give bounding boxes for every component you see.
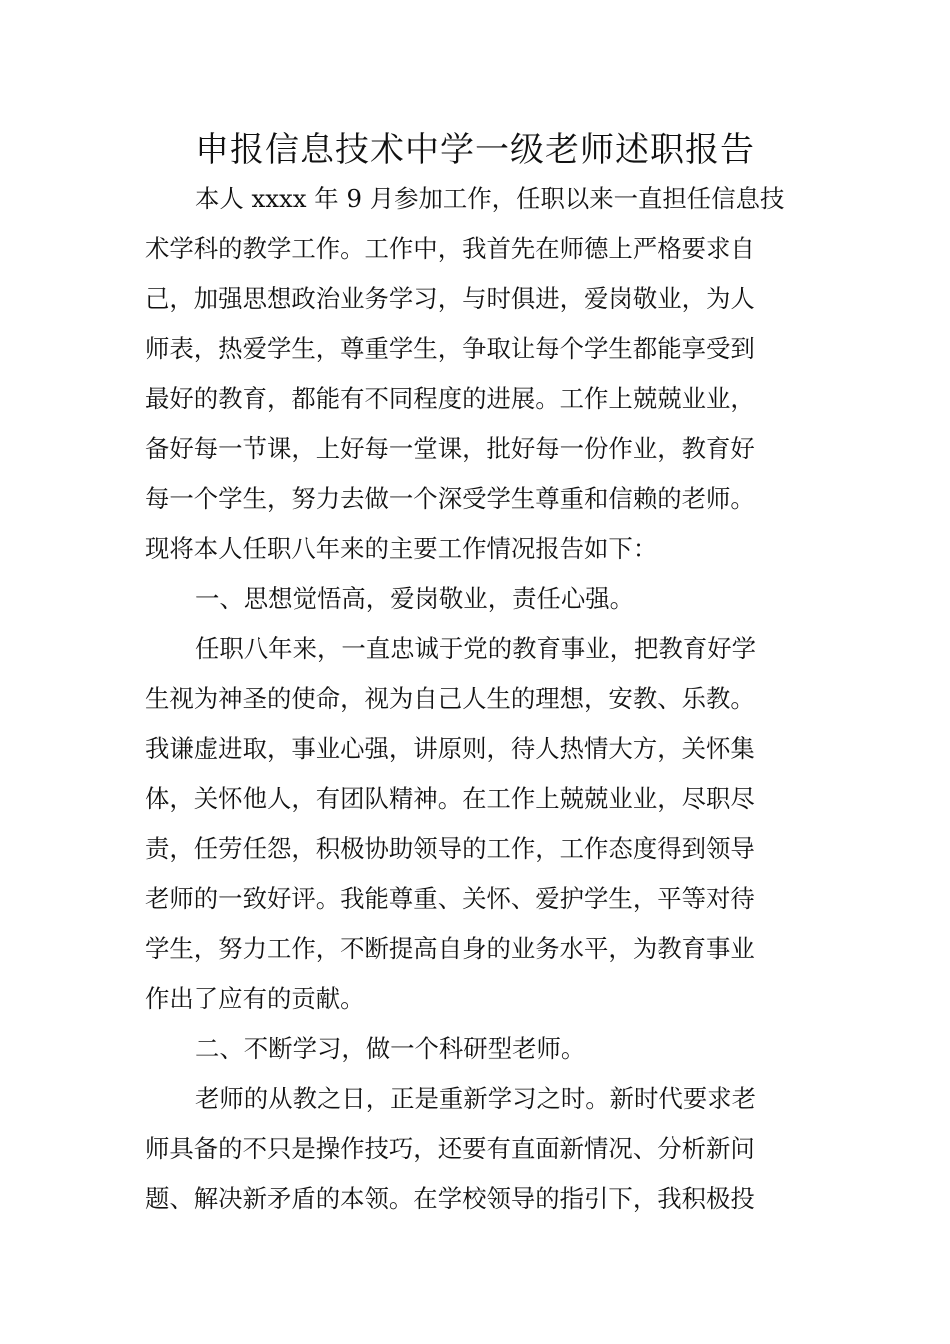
document-title: 申报信息技术中学一级老师述职报告 <box>195 130 755 170</box>
body-line: 备好每一节课，上好每一堂课，批好每一份作业，教育好 <box>145 434 755 463</box>
section-heading: 一、思想觉悟高，爱岗敬业，责任心强。 <box>195 584 635 613</box>
body-line: 本人 xxxx 年 9 月参加工作，任职以来一直担任信息技 <box>195 184 785 213</box>
body-line: 老师的一致好评。我能尊重、关怀、爱护学生，平等对待 <box>145 884 755 913</box>
section-heading: 二、不断学习，做一个科研型老师。 <box>195 1034 586 1063</box>
body-line: 学生，努力工作，不断提高自身的业务水平，为教育事业 <box>145 934 755 963</box>
body-line: 最好的教育，都能有不同程度的进展。工作上兢兢业业， <box>145 384 755 413</box>
body-line: 现将本人任职八年来的主要工作情况报告如下： <box>145 534 658 563</box>
body-line: 师表，热爱学生，尊重学生，争取让每个学生都能享受到 <box>145 334 755 363</box>
body-line: 题、解决新矛盾的本领。在学校领导的指引下，我积极投 <box>145 1184 755 1213</box>
body-line: 老师的从教之日，正是重新学习之时。新时代要求老 <box>195 1084 756 1113</box>
body-line: 我谦虚进取，事业心强，讲原则，待人热情大方，关怀集 <box>145 734 755 763</box>
body-line: 作出了应有的贡献。 <box>145 984 365 1013</box>
body-line: 任职八年来，一直忠诚于党的教育事业，把教育好学 <box>195 634 756 663</box>
body-line: 每一个学生，努力去做一个深受学生尊重和信赖的老师。 <box>145 484 755 513</box>
body-line: 责，任劳任怨，积极协助领导的工作，工作态度得到领导 <box>145 834 755 863</box>
body-line: 师具备的不只是操作技巧，还要有直面新情况、分析新问 <box>145 1134 755 1163</box>
body-line: 己，加强思想政治业务学习，与时俱进，爱岗敬业，为人 <box>145 284 755 313</box>
body-line: 生视为神圣的使命，视为自己人生的理想，安教、乐教。 <box>145 684 755 713</box>
body-line: 术学科的教学工作。工作中，我首先在师德上严格要求自 <box>145 234 755 263</box>
body-line: 体，关怀他人，有团队精神。在工作上兢兢业业，尽职尽 <box>145 784 755 813</box>
